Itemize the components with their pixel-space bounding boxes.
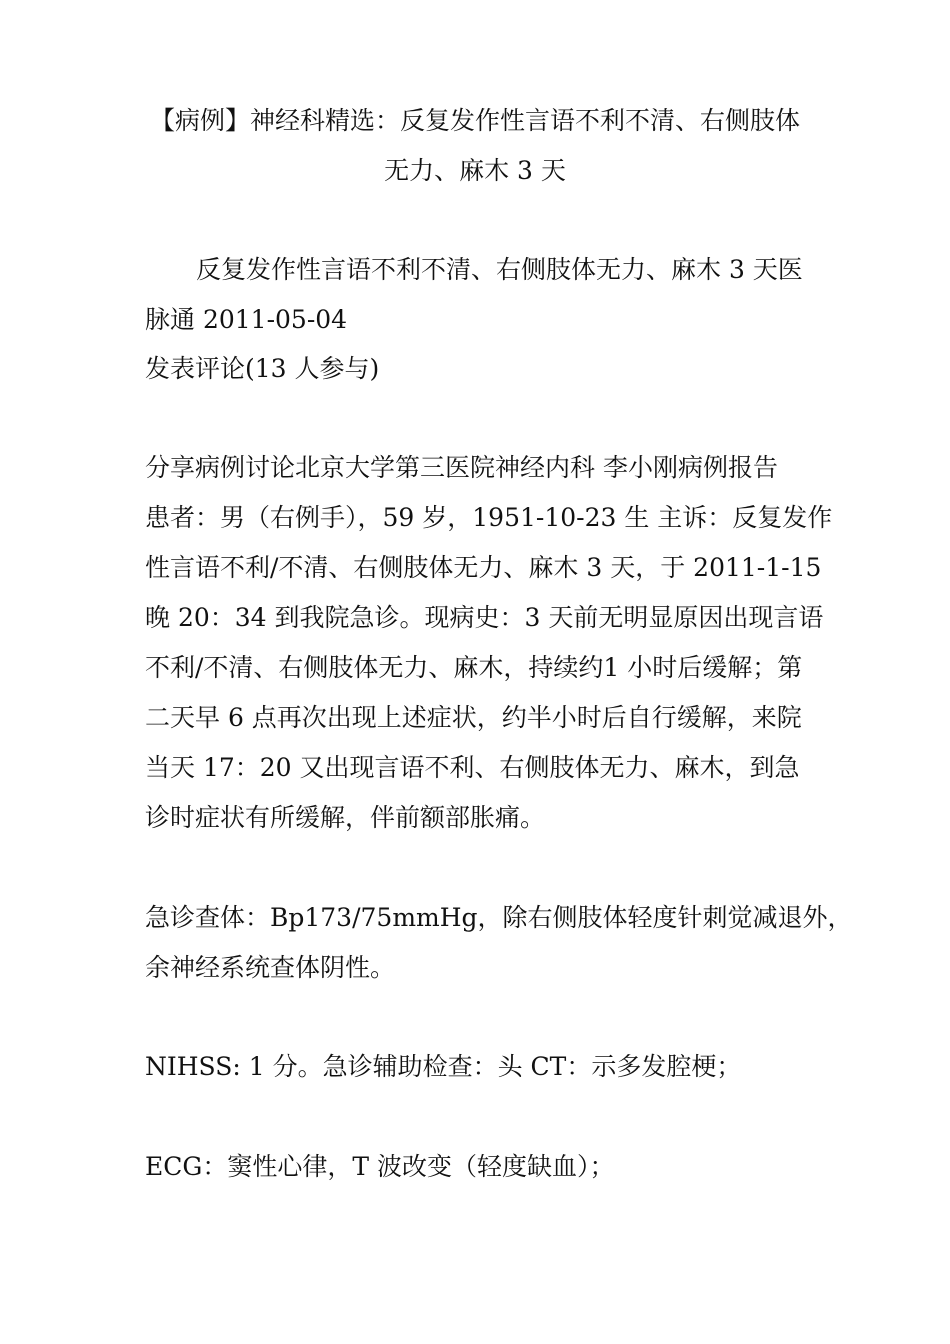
title-line: 【病例】神经科精选：反复发作性言语不利不清、右侧肢体	[149, 106, 800, 135]
history-line: 不利/不清、右侧肢体无力、麻木，持续约1 小时后缓解；第	[145, 653, 803, 682]
history-line: 性言语不利/不清、右侧肢体无力、麻木 3 天，于 2011-1-15	[145, 553, 822, 582]
ecg-line: ECG：窦性心律，T 波改变（轻度缺血）；	[145, 1152, 615, 1181]
history-line: 患者：男（右例手），59 岁，1951-10-23 生 主诉：反复发作	[145, 503, 833, 532]
history-line: 二天早 6 点再次出现上述症状，约半小时后自行缓解，来院	[145, 703, 802, 732]
history-line: 分享病例讨论北京大学第三医院神经内科 李小刚病例报告	[145, 453, 778, 482]
history-line: 晚 20：34 到我院急诊。现病史：3 天前无明显原因出现言语	[145, 603, 824, 632]
history-line: 当天 17：20 又出现言语不利、右侧肢体无力、麻木，到急	[145, 753, 800, 782]
nihss-line: NIHSS: 1 分。急诊辅助检查：头 CT：示多发腔梗；	[145, 1052, 742, 1081]
exam-line: 余神经系统查体阴性。	[145, 953, 396, 982]
exam-line: 急诊查体：Bp173/75mmHg，除右侧肢体轻度针刺觉减退外，	[145, 903, 853, 932]
title-line: 无力、麻木 3 天	[384, 156, 566, 185]
comments-link[interactable]: 发表评论(13 人参与)	[145, 354, 380, 383]
history-line: 诊时症状有所缓解，伴前额部胀痛。	[145, 803, 546, 832]
source-date-line: 脉通 2011-05-04	[145, 305, 348, 334]
document-title	[140, 96, 810, 196]
article-heading-line: 反复发作性言语不利不清、右侧肢体无力、麻木 3 天医	[196, 255, 803, 284]
